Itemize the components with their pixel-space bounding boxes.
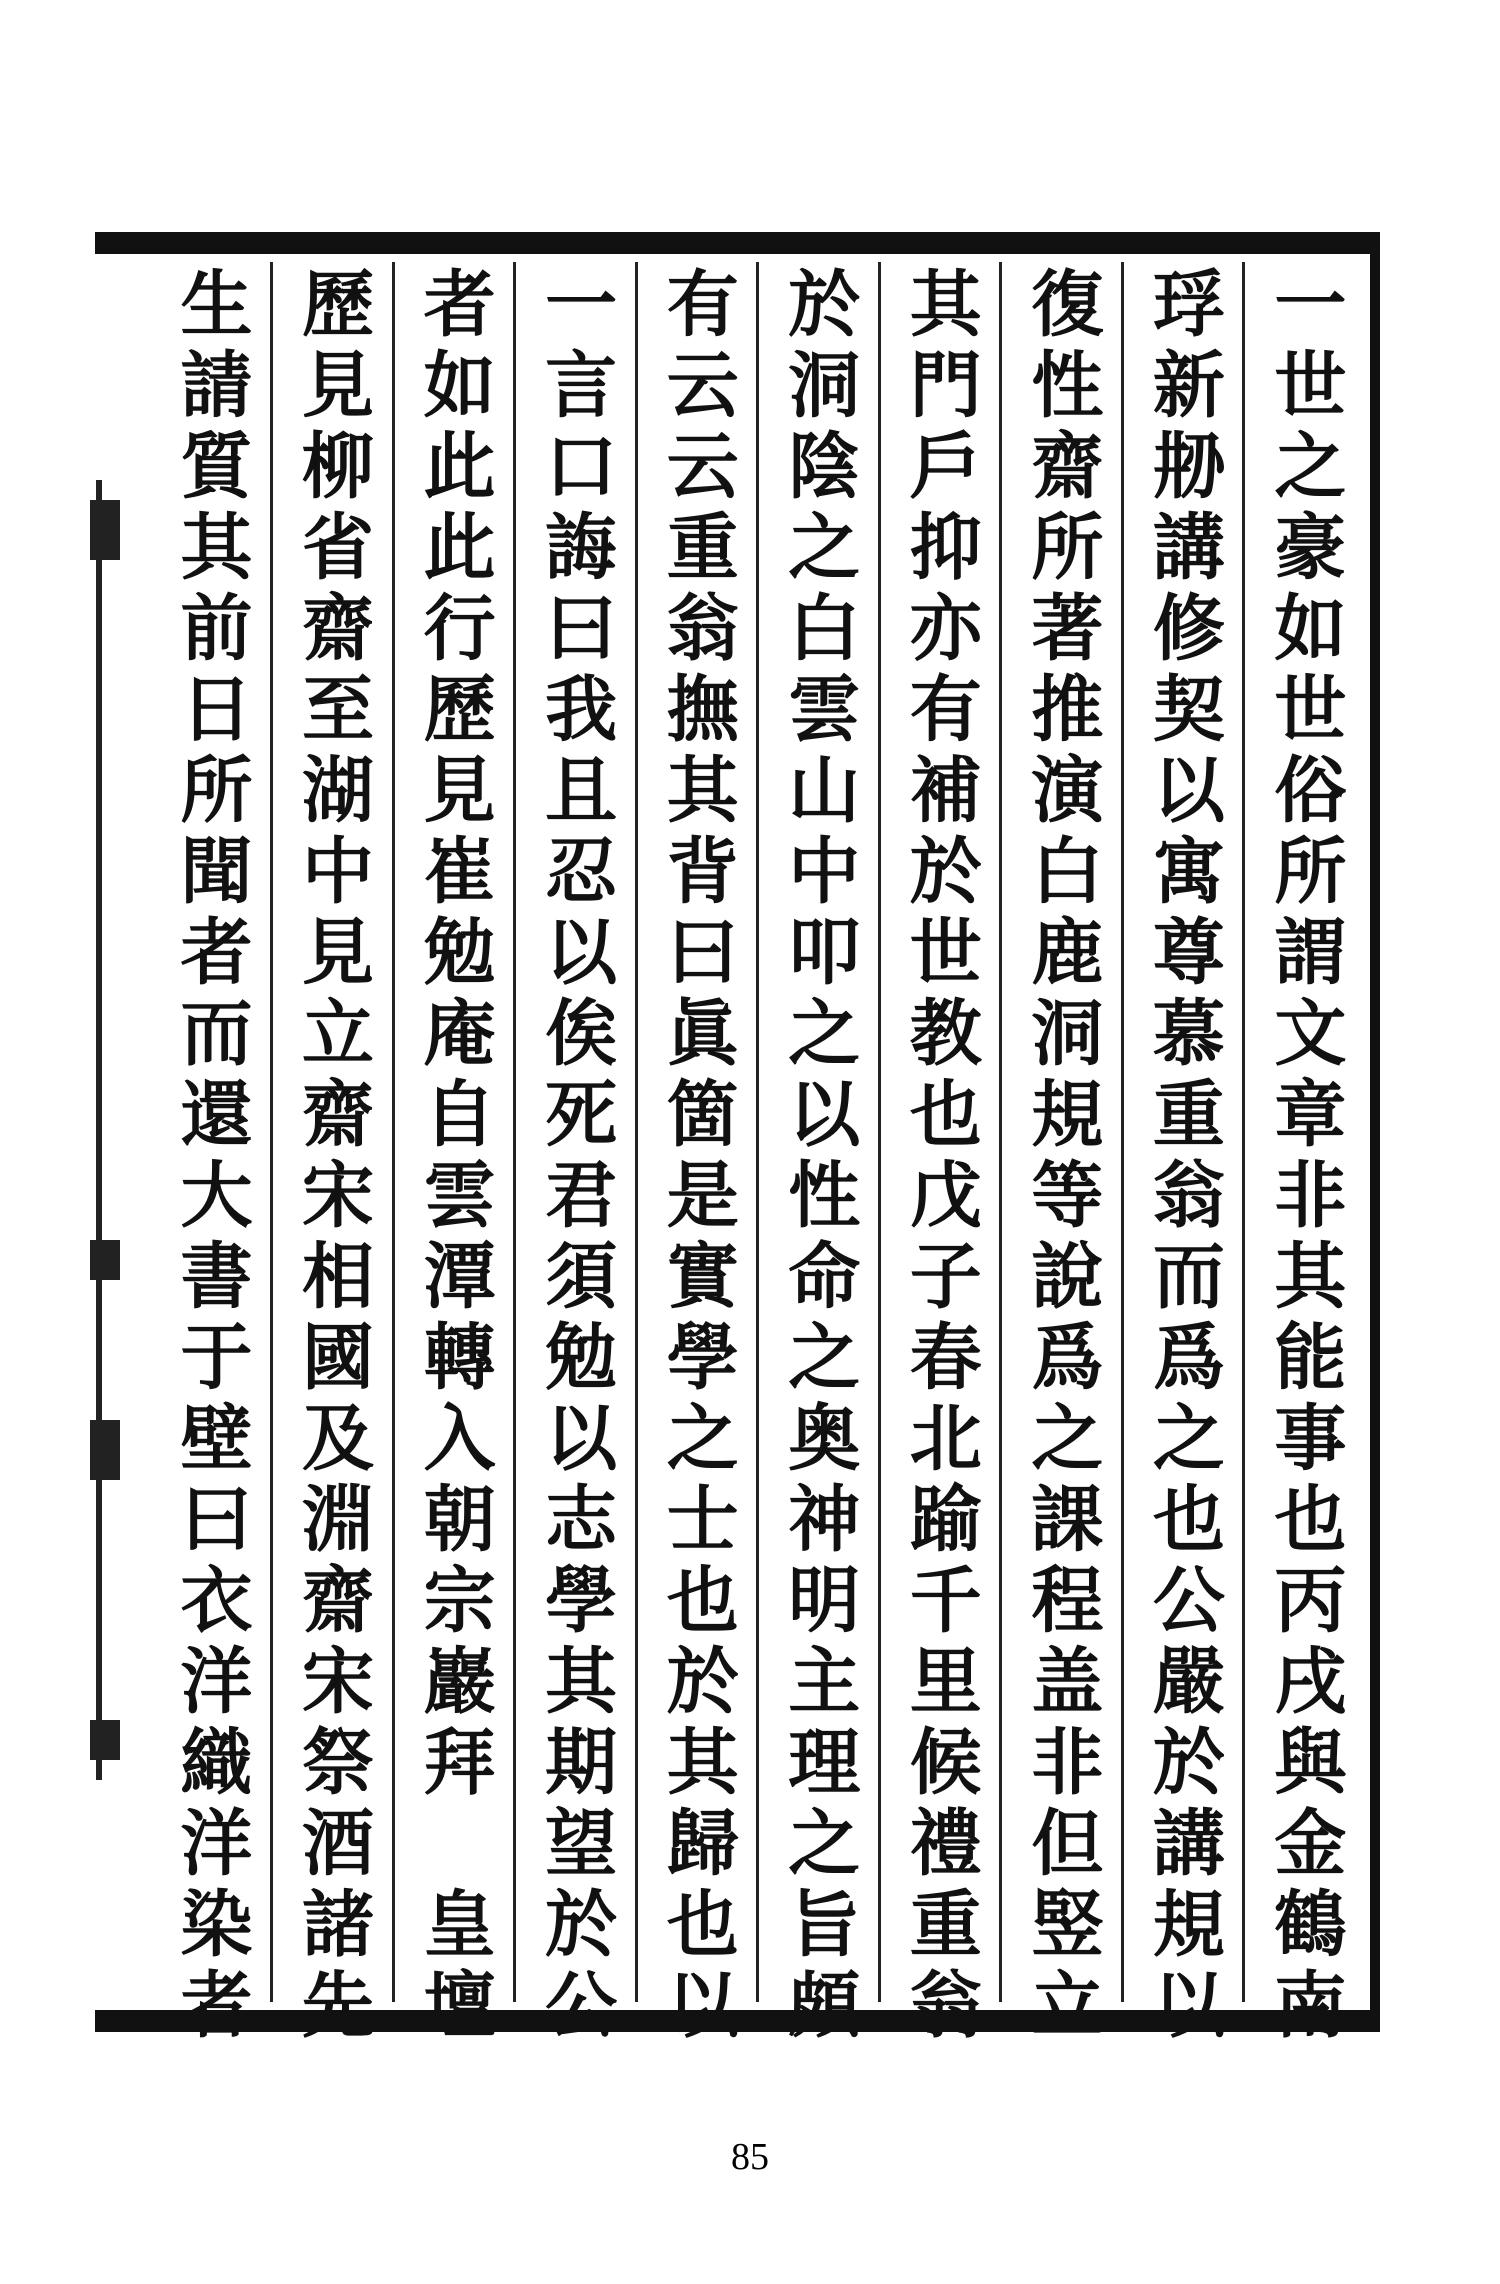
column-text: 一言口誨曰我且忍以俟死君須勉以志學其期望於公	[533, 266, 619, 2048]
column-rule	[756, 262, 759, 2002]
text-columns	[150, 262, 1365, 2048]
text-column	[636, 262, 757, 2048]
column-text: 其門戶抑亦有補於世教也戊子春北踰千里候禮重翁	[897, 266, 983, 2048]
column-text: 有云云重翁撫其背曰眞箇是實學之士也於其歸也以	[654, 266, 740, 2048]
binding-edge	[96, 480, 128, 1780]
binding-mark	[90, 500, 120, 560]
binding-mark	[90, 1240, 120, 1280]
column-text: 者如此此行歷見崔勉庵自雲潭轉入朝宗巖拜 皇壇	[411, 266, 497, 2048]
text-column	[272, 262, 393, 2048]
column-rule	[1242, 262, 1245, 2002]
page-number: 85	[731, 2136, 769, 2178]
binding-mark	[90, 1420, 120, 1480]
text-column	[1001, 262, 1122, 2048]
column-rule	[270, 262, 273, 2002]
column-text: 於洞陰之白雲山中叩之以性命之奥神明主理之旨頗	[776, 266, 862, 2048]
column-text: 歷見柳省齋至湖中見立齋宋相國及淵齋宋祭酒諸先	[290, 266, 376, 2048]
column-text: 生請質其前日所聞者而還大書于壁曰衣洋織洋染者	[168, 266, 254, 2048]
text-column	[150, 262, 271, 2048]
column-rule	[1121, 262, 1124, 2002]
column-rule	[999, 262, 1002, 2002]
text-column	[758, 262, 879, 2048]
column-text: 琈新刱講修契以寓尊慕重翁而爲之也公嚴於講規以	[1140, 266, 1226, 2048]
text-column	[879, 262, 1000, 2048]
text-column	[1122, 262, 1243, 2048]
text-column	[515, 262, 636, 2048]
text-column	[1244, 262, 1365, 2048]
column-text: 復性齋所著推演白鹿洞規等說爲之課程盖非但竪立	[1019, 266, 1105, 2048]
column-rule	[878, 262, 881, 2002]
column-text: 一世之豪如世俗所謂文章非其能事也丙戌與金鶴南	[1262, 266, 1348, 2048]
column-rule	[392, 262, 395, 2002]
column-rule	[513, 262, 516, 2002]
column-rule	[635, 262, 638, 2002]
binding-mark	[90, 1720, 120, 1760]
text-column	[393, 262, 514, 2048]
